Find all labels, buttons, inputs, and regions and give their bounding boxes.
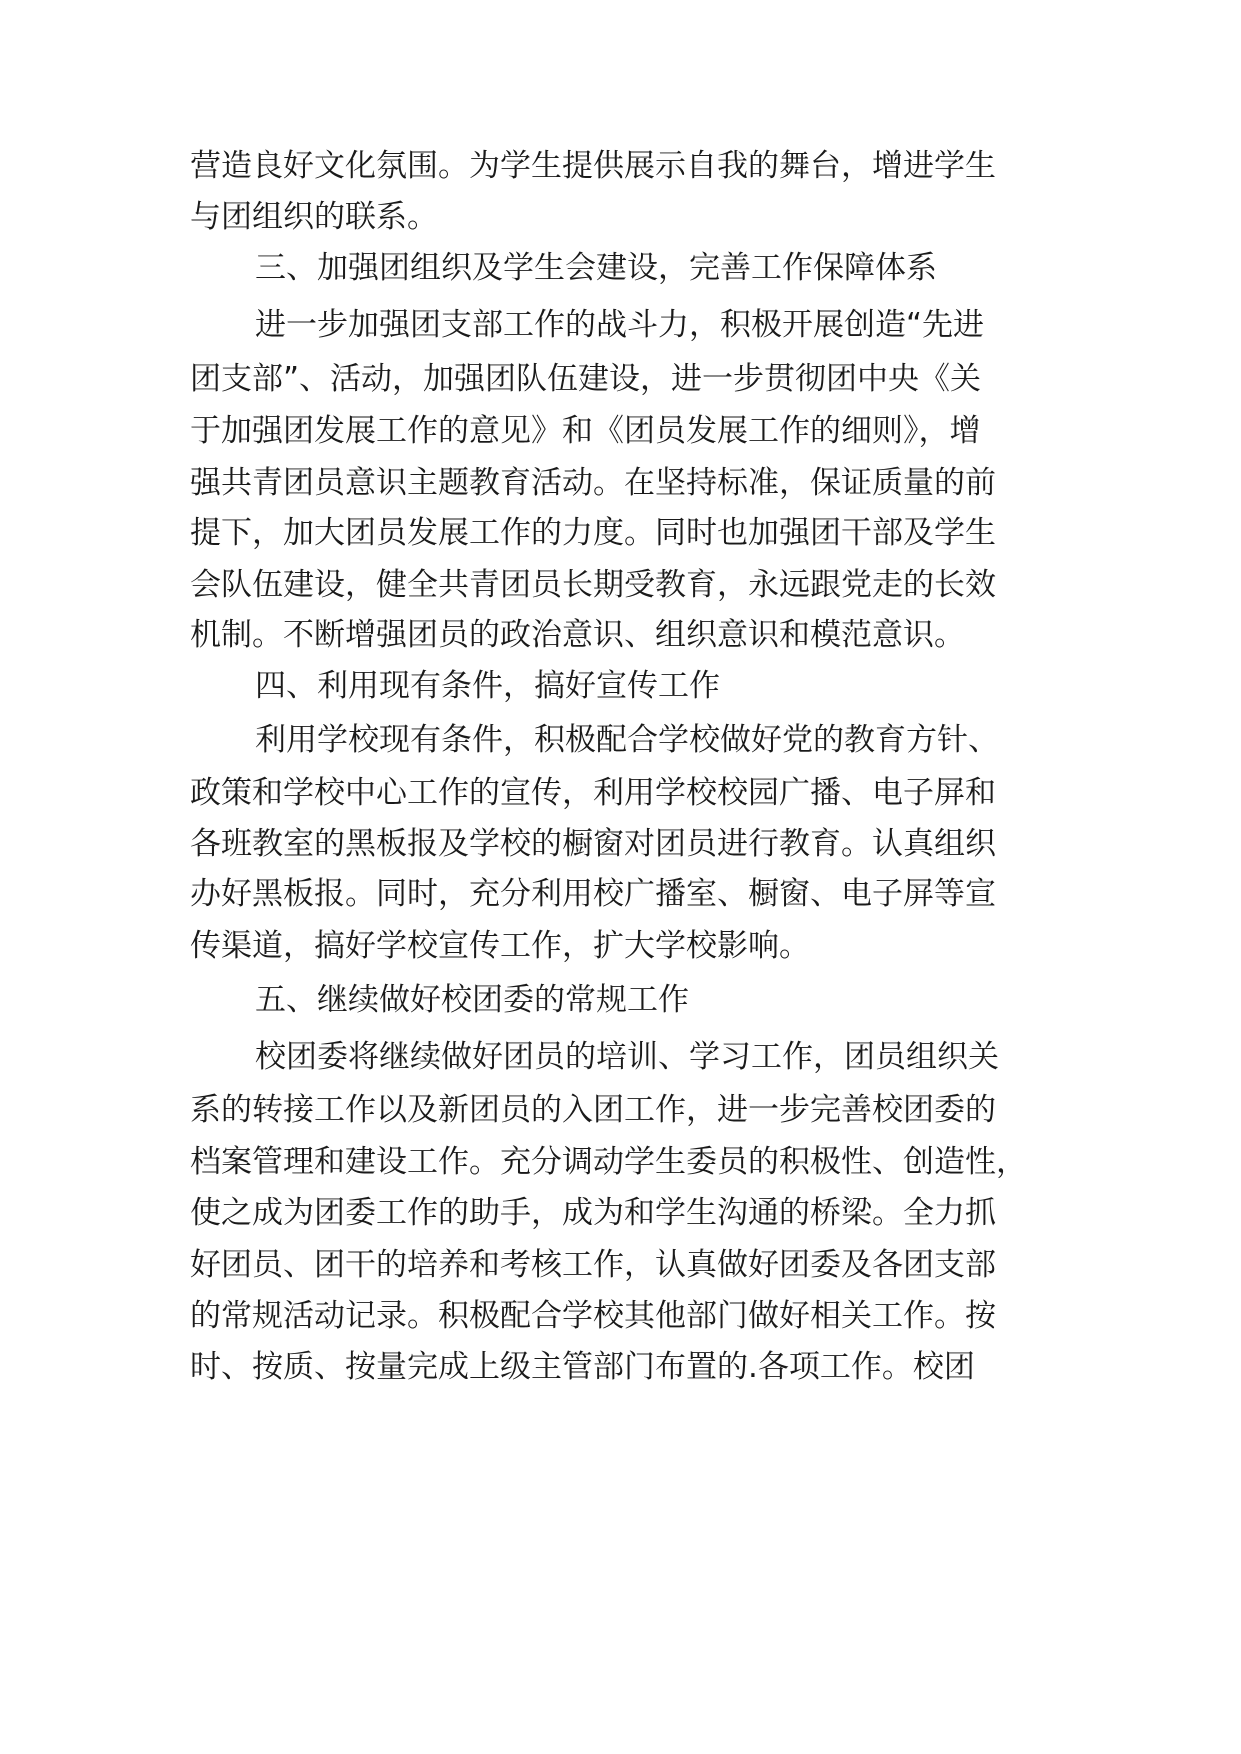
body-text-line: 利用学校现有条件，积极配合学校做好党的教育方针、 <box>255 722 999 758</box>
body-text-line: 会队伍建设，健全共青团员长期受教育，永远跟党走的长效 <box>190 567 996 603</box>
section-heading: 五、继续做好校团委的常规工作 <box>255 982 689 1018</box>
body-text-line: 团支部”、活动，加强团队伍建设，进一步贯彻团中央《关 <box>190 361 982 397</box>
body-text-line: 政策和学校中心工作的宣传，利用学校校园广播、电子屏和 <box>190 775 996 811</box>
body-text-line: 传渠道，搞好学校宣传工作，扩大学校影响。 <box>190 928 810 964</box>
body-text-line: 校团委将继续做好团员的培训、学习工作，团员组织关 <box>255 1039 999 1075</box>
body-text-line: 于加强团发展工作的意见》和《团员发展工作的细则》，增 <box>190 413 981 449</box>
body-text-line: 提下，加大团员发展工作的力度。同时也加强团干部及学生 <box>190 515 996 551</box>
section-heading: 四、利用现有条件，搞好宣传工作 <box>255 668 720 704</box>
body-text-line: 机制。不断增强团员的政治意识、组织意识和模范意识。 <box>190 617 965 653</box>
body-text-line: 的常规活动记录。积极配合学校其他部门做好相关工作。按 <box>190 1298 996 1334</box>
body-text-line: 进一步加强团支部工作的战斗力，积极开展创造“先进 <box>255 307 985 343</box>
body-text-line: 各班教室的黑板报及学校的橱窗对团员进行教育。认真组织 <box>190 826 996 862</box>
body-text-line: 时、按质、按量完成上级主管部门布置的.各项工作。校团 <box>190 1349 975 1385</box>
body-text-line: 系的转接工作以及新团员的入团工作，进一步完善校团委的 <box>190 1092 996 1128</box>
body-text-line: 办好黑板报。同时，充分利用校广播室、橱窗、电子屏等宣 <box>190 876 996 912</box>
body-text-line: 好团员、团干的培养和考核工作，认真做好团委及各团支部 <box>190 1247 996 1283</box>
section-heading: 三、加强团组织及学生会建设，完善工作保障体系 <box>255 250 937 286</box>
body-text-line: 档案管理和建设工作。充分调动学生委员的积极性、创造性， <box>190 1144 1027 1180</box>
body-text-line: 与团组织的联系。 <box>190 199 438 235</box>
body-text-line: 强共青团员意识主题教育活动。在坚持标准，保证质量的前 <box>190 465 996 501</box>
body-text-line: 营造良好文化氛围。为学生提供展示自我的舞台，增进学生 <box>190 148 996 184</box>
body-text-line: 使之成为团委工作的助手，成为和学生沟通的桥梁。全力抓 <box>190 1195 996 1231</box>
